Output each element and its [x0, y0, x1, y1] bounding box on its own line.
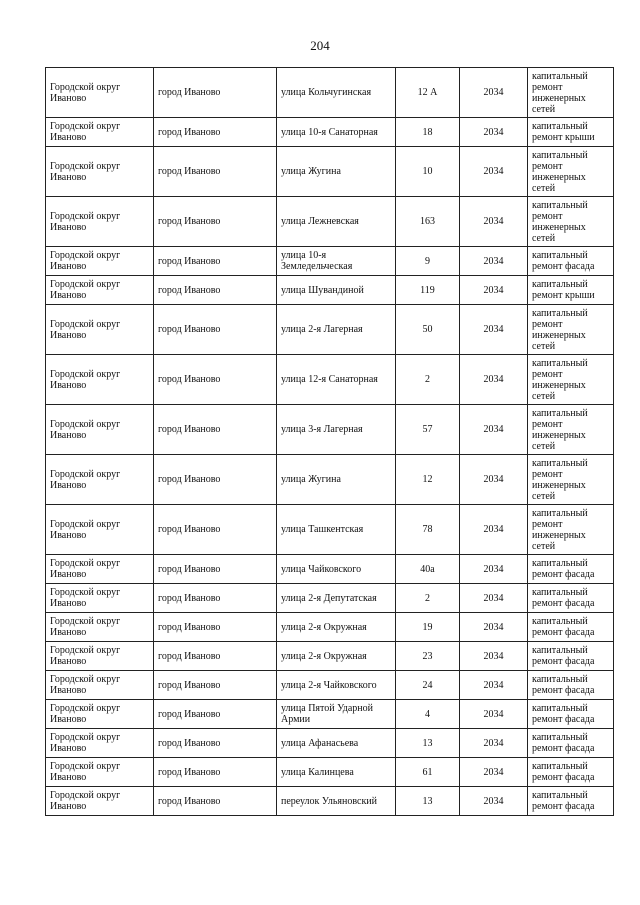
- work-type-cell: капитальный ремонт фасада: [528, 642, 614, 671]
- table-row: [46, 197, 614, 247]
- municipality-cell: Городской округ Иваново: [46, 505, 154, 555]
- municipality-cell: Городской округ Иваново: [46, 455, 154, 505]
- year-cell: 2034: [460, 555, 528, 584]
- year-cell: 2034: [460, 276, 528, 305]
- house-number-cell: 12: [396, 455, 460, 505]
- work-type-cell: капитальный ремонт фасада: [528, 671, 614, 700]
- municipality-cell: Городской округ Иваново: [46, 700, 154, 729]
- table-body: [46, 68, 614, 816]
- table-row: [46, 147, 614, 197]
- year-cell: 2034: [460, 787, 528, 816]
- municipality-cell: Городской округ Иваново: [46, 355, 154, 405]
- work-type-cell: капитальный ремонт инженерных сетей: [528, 68, 614, 118]
- year-cell: 2034: [460, 118, 528, 147]
- house-number-cell: 13: [396, 729, 460, 758]
- year-cell: 2034: [460, 197, 528, 247]
- work-type-cell: капитальный ремонт инженерных сетей: [528, 405, 614, 455]
- table-row: [46, 700, 614, 729]
- street-cell: улица 3-я Лагерная: [277, 405, 396, 455]
- municipality-cell: Городской округ Иваново: [46, 729, 154, 758]
- work-type-cell: капитальный ремонт фасада: [528, 758, 614, 787]
- table-row: [46, 555, 614, 584]
- work-type-cell: капитальный ремонт крыши: [528, 276, 614, 305]
- settlement-cell: город Иваново: [154, 584, 277, 613]
- street-cell: улица Жугина: [277, 455, 396, 505]
- settlement-cell: город Иваново: [154, 147, 277, 197]
- table-row: [46, 247, 614, 276]
- house-number-cell: 4: [396, 700, 460, 729]
- municipality-cell: Городской округ Иваново: [46, 305, 154, 355]
- year-cell: 2034: [460, 613, 528, 642]
- municipality-cell: Городской округ Иваново: [46, 68, 154, 118]
- house-number-cell: 9: [396, 247, 460, 276]
- table-row: [46, 729, 614, 758]
- settlement-cell: город Иваново: [154, 613, 277, 642]
- house-number-cell: 2: [396, 584, 460, 613]
- table-row: [46, 787, 614, 816]
- street-cell: переулок Ульяновский: [277, 787, 396, 816]
- house-number-cell: 10: [396, 147, 460, 197]
- year-cell: 2034: [460, 305, 528, 355]
- table-row: [46, 505, 614, 555]
- settlement-cell: город Иваново: [154, 247, 277, 276]
- municipality-cell: Городской округ Иваново: [46, 555, 154, 584]
- settlement-cell: город Иваново: [154, 642, 277, 671]
- repair-schedule-table: [45, 67, 614, 816]
- table-row: [46, 355, 614, 405]
- table-row: [46, 405, 614, 455]
- work-type-cell: капитальный ремонт фасада: [528, 247, 614, 276]
- settlement-cell: город Иваново: [154, 118, 277, 147]
- house-number-cell: 23: [396, 642, 460, 671]
- settlement-cell: город Иваново: [154, 758, 277, 787]
- street-cell: улица 2-я Чайковского: [277, 671, 396, 700]
- year-cell: 2034: [460, 729, 528, 758]
- table-row: [46, 671, 614, 700]
- house-number-cell: 119: [396, 276, 460, 305]
- municipality-cell: Городской округ Иваново: [46, 118, 154, 147]
- year-cell: 2034: [460, 758, 528, 787]
- house-number-cell: 50: [396, 305, 460, 355]
- street-cell: улица Калинцева: [277, 758, 396, 787]
- year-cell: 2034: [460, 671, 528, 700]
- settlement-cell: город Иваново: [154, 455, 277, 505]
- work-type-cell: капитальный ремонт инженерных сетей: [528, 305, 614, 355]
- municipality-cell: Городской округ Иваново: [46, 247, 154, 276]
- year-cell: 2034: [460, 700, 528, 729]
- municipality-cell: Городской округ Иваново: [46, 787, 154, 816]
- settlement-cell: город Иваново: [154, 700, 277, 729]
- settlement-cell: город Иваново: [154, 555, 277, 584]
- year-cell: 2034: [460, 584, 528, 613]
- table-row: [46, 455, 614, 505]
- street-cell: улица 2-я Окружная: [277, 613, 396, 642]
- house-number-cell: 12 А: [396, 68, 460, 118]
- year-cell: 2034: [460, 68, 528, 118]
- street-cell: улица Кольчугинская: [277, 68, 396, 118]
- settlement-cell: город Иваново: [154, 68, 277, 118]
- settlement-cell: город Иваново: [154, 671, 277, 700]
- year-cell: 2034: [460, 147, 528, 197]
- work-type-cell: капитальный ремонт фасада: [528, 584, 614, 613]
- work-type-cell: капитальный ремонт инженерных сетей: [528, 147, 614, 197]
- table-row: [46, 758, 614, 787]
- table-row: [46, 118, 614, 147]
- house-number-cell: 78: [396, 505, 460, 555]
- house-number-cell: 24: [396, 671, 460, 700]
- municipality-cell: Городской округ Иваново: [46, 276, 154, 305]
- municipality-cell: Городской округ Иваново: [46, 584, 154, 613]
- work-type-cell: капитальный ремонт фасада: [528, 700, 614, 729]
- table-row: [46, 584, 614, 613]
- work-type-cell: капитальный ремонт инженерных сетей: [528, 505, 614, 555]
- municipality-cell: Городской округ Иваново: [46, 147, 154, 197]
- year-cell: 2034: [460, 642, 528, 671]
- work-type-cell: капитальный ремонт крыши: [528, 118, 614, 147]
- settlement-cell: город Иваново: [154, 405, 277, 455]
- municipality-cell: Городской округ Иваново: [46, 671, 154, 700]
- street-cell: улица Афанасьева: [277, 729, 396, 758]
- year-cell: 2034: [460, 355, 528, 405]
- work-type-cell: капитальный ремонт фасада: [528, 613, 614, 642]
- street-cell: улица 10-я Санаторная: [277, 118, 396, 147]
- table-row: [46, 642, 614, 671]
- table-row: [46, 68, 614, 118]
- settlement-cell: город Иваново: [154, 276, 277, 305]
- settlement-cell: город Иваново: [154, 787, 277, 816]
- house-number-cell: 13: [396, 787, 460, 816]
- municipality-cell: Городской округ Иваново: [46, 758, 154, 787]
- street-cell: улица Пятой Ударной Армии: [277, 700, 396, 729]
- house-number-cell: 61: [396, 758, 460, 787]
- settlement-cell: город Иваново: [154, 305, 277, 355]
- table-row: [46, 613, 614, 642]
- house-number-cell: 18: [396, 118, 460, 147]
- work-type-cell: капитальный ремонт фасада: [528, 555, 614, 584]
- work-type-cell: капитальный ремонт инженерных сетей: [528, 455, 614, 505]
- settlement-cell: город Иваново: [154, 197, 277, 247]
- street-cell: улица Ташкентская: [277, 505, 396, 555]
- table-row: [46, 305, 614, 355]
- street-cell: улица 2-я Лагерная: [277, 305, 396, 355]
- street-cell: улица 2-я Окружная: [277, 642, 396, 671]
- year-cell: 2034: [460, 455, 528, 505]
- work-type-cell: капитальный ремонт инженерных сетей: [528, 197, 614, 247]
- street-cell: улица Чайковского: [277, 555, 396, 584]
- street-cell: улица 10-я Земледельческая: [277, 247, 396, 276]
- year-cell: 2034: [460, 505, 528, 555]
- municipality-cell: Городской округ Иваново: [46, 642, 154, 671]
- work-type-cell: капитальный ремонт фасада: [528, 787, 614, 816]
- page-number: 204: [310, 38, 330, 53]
- street-cell: улица Шувандиной: [277, 276, 396, 305]
- street-cell: улица 2-я Депутатская: [277, 584, 396, 613]
- year-cell: 2034: [460, 405, 528, 455]
- table-row: [46, 276, 614, 305]
- municipality-cell: Городской округ Иваново: [46, 197, 154, 247]
- settlement-cell: город Иваново: [154, 505, 277, 555]
- house-number-cell: 40а: [396, 555, 460, 584]
- house-number-cell: 2: [396, 355, 460, 405]
- street-cell: улица 12-я Санаторная: [277, 355, 396, 405]
- settlement-cell: город Иваново: [154, 729, 277, 758]
- work-type-cell: капитальный ремонт инженерных сетей: [528, 355, 614, 405]
- municipality-cell: Городской округ Иваново: [46, 613, 154, 642]
- house-number-cell: 57: [396, 405, 460, 455]
- street-cell: улица Лежневская: [277, 197, 396, 247]
- settlement-cell: город Иваново: [154, 355, 277, 405]
- municipality-cell: Городской округ Иваново: [46, 405, 154, 455]
- work-type-cell: капитальный ремонт фасада: [528, 729, 614, 758]
- house-number-cell: 163: [396, 197, 460, 247]
- street-cell: улица Жугина: [277, 147, 396, 197]
- house-number-cell: 19: [396, 613, 460, 642]
- year-cell: 2034: [460, 247, 528, 276]
